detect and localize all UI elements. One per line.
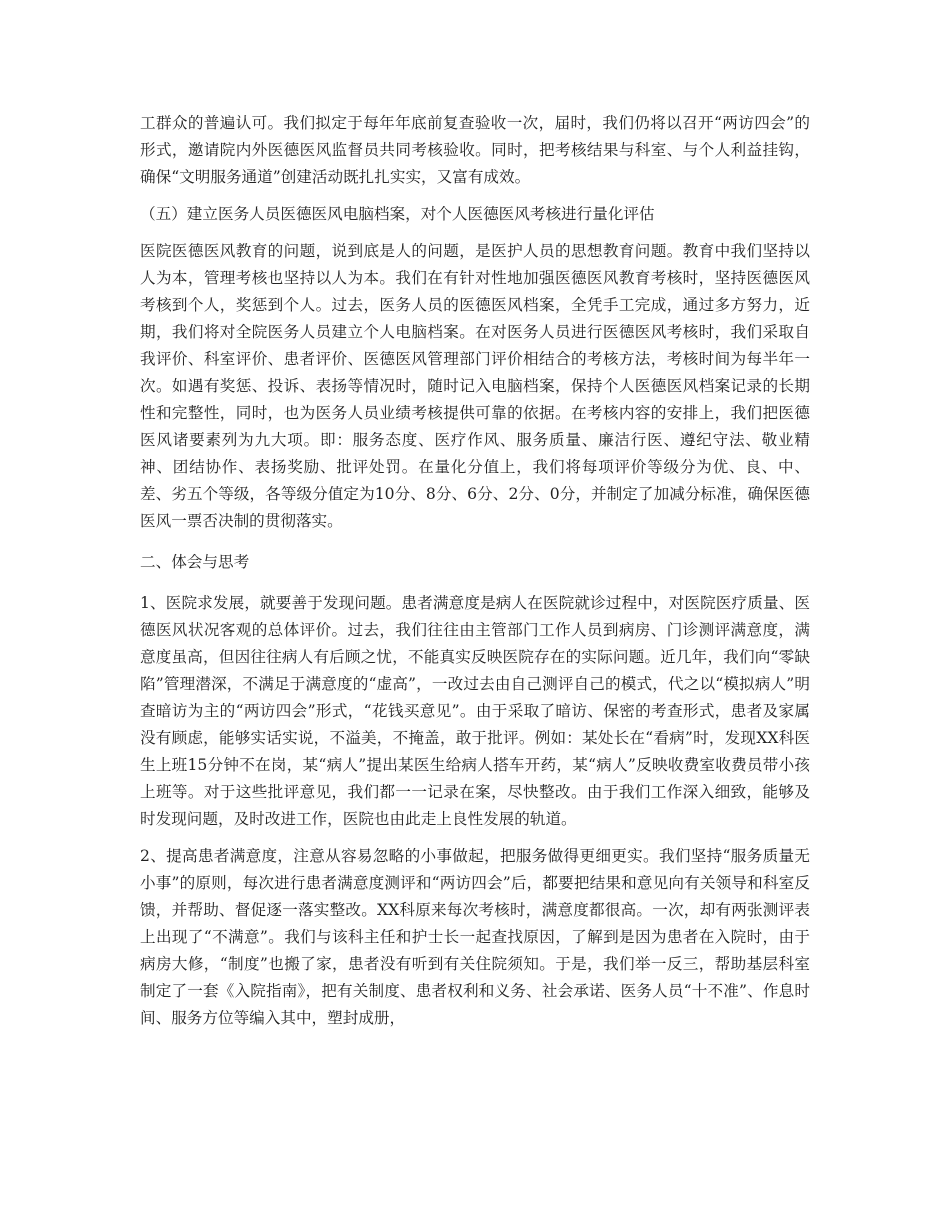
paragraph-point-1: 1、医院求发展，就要善于发现问题。患者满意度是病人在医院就诊过程中，对医院医疗质量、医德医风状况客观的总体评价。过去，我们往往由主管部门工作人员到病房、门诊测评满意度，满意度虽高，但因往往病人有后顾之忧，不能真实反映医院存在的实际问题。近几年，我们向“零缺陷”管理潜深，不满足于满意度的“虚高”，一改过去由自己测评自己的模式，代之以“模拟病人”明查暗访为主的“两访四会”形式，“花钱买意见”。由于采取了暗访、保密的考查形式，患者及家属没有顾虑，能够实话实说，不溢美，不掩盖，敢于批评。例如：某处长在“看病”时，发现XX科医生上班15分钟不在岗，某“病人”提出某医生给病人搭车开药，某“病人”反映收费室收费员带小孩上班等。对于这些批评意见，我们都一一记录在案，尽快整改。由于我们工作深入细致，能够及时发现问题，及时改进工作，医院也由此走上良性发展的轨道。 [140,594,810,828]
paragraph-point-2: 2、提高患者满意度，注意从容易忽略的小事做起，把服务做得更细更实。我们坚持“服务质量无小事”的原则，每次进行患者满意度测评和“两访四会”后，都要把结果和意见向有关领导和科室反馈，并帮助、督促逐一落实整改。XX科原来每次考核时，满意度都很高。一次，却有两张测评表上出现了“不满意”。我们与该科主任和护士长一起查找原因，了解到是因为患者在入院时，由于病房大修，“制度”也搬了家，患者没有听到有关住院须知。于是，我们举一反三，帮助基层科室制定了一套《入院指南》，把有关制度、患者权利和义务、社会承诺、医务人员“十不准”、作息时间、服务方位等编入其中，塑封成册， [140,847,810,1027]
paragraph-archive: 医院医德医风教育的问题，说到底是人的问题，是医护人员的思想教育问题。教育中我们坚持以人为本，管理考核也坚持以人为本。我们在有针对性地加强医德医风教育考核时，坚持医德医风考核到个人，奖惩到个人。过去，医务人员的医德医风档案，全凭手工完成，通过多方努力，近期，我们将对全院医务人员建立个人电脑档案。在对医务人员进行医德医风考核时，我们采取自我评价、科室评价、患者评价、医德医风管理部门评价相结合的考核方法，考核时间为每半年一次。如遇有奖惩、投诉、表扬等情况时，随时记入电脑档案，保持个人医德医风档案记录的长期性和完整性，同时，也为医务人员业绩考核提供可靠的依据。在考核内容的安排上，我们把医德医风诸要素列为九大项。即：服务态度、医疗作风、服务质量、廉洁行医、遵纪守法、敬业精神、团结协作、表扬奖励、批评处罚。在量化分值上，我们将每项评价等级分为优、良、中、差、劣五个等级，各等级分值定为10分、8分、6分、2分、0分，并制定了加减分标准，确保医德医风一票否决制的贯彻落实。 [140,242,810,530]
document-page [140,110,810,1042]
section-heading-reflection: 二、体会与思考 [140,553,250,571]
subheading-electronic-archive: （五）建立医务人员医德医风电脑档案，对个人医德医风考核进行量化评估 [140,205,655,223]
paragraph-intro-continuation: 工群众的普遍认可。我们拟定于每年年底前复查验收一次，届时，我们仍将以召开“两访四会”的形式，邀请院内外医德医风监督员共同考核验收。同时，把考核结果与科室、与个人利益挂钩，确保“文明服务通道”创建活动既扎扎实实，又富有成效。 [140,114,810,186]
